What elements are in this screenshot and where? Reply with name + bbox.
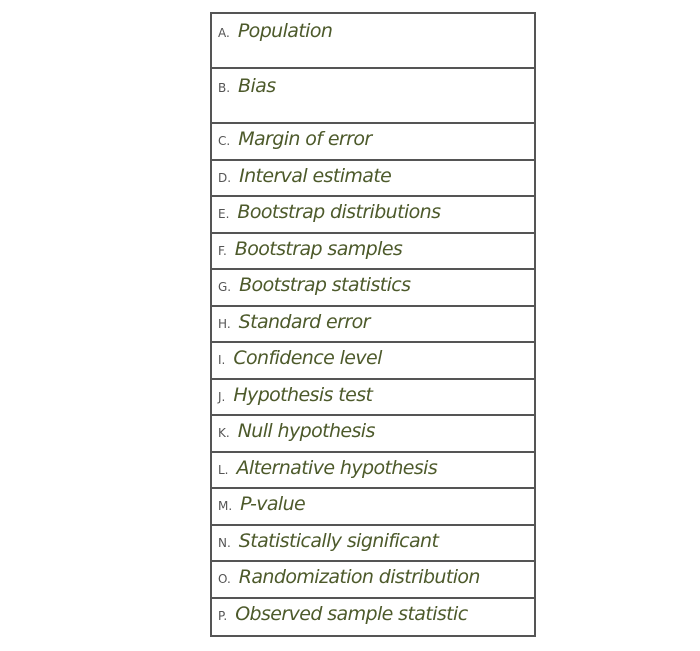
term-text: Hypothesis test [233, 383, 373, 406]
term-text: Confidence level [233, 347, 382, 369]
term-text: P-value [240, 493, 306, 515]
term-row-a [212, 14, 534, 69]
term-text: Bootstrap statistics [239, 274, 411, 296]
term-row-l [212, 453, 534, 490]
term-row-m [212, 489, 534, 526]
term-letter: K. [218, 426, 230, 440]
term-letter: J. [218, 389, 226, 404]
term-row-k [212, 416, 534, 453]
terms-table [210, 12, 536, 637]
term-letter: G. [218, 280, 232, 294]
term-row-i [212, 343, 534, 380]
term-letter: M. [218, 499, 233, 513]
term-letter: N. [218, 535, 231, 550]
term-row-c [212, 124, 534, 161]
term-text: Randomization distribution [238, 566, 480, 588]
term-text: Alternative hypothesis [236, 456, 438, 479]
term-letter: I. [218, 353, 226, 367]
term-letter: E. [218, 207, 230, 221]
term-row-p [212, 599, 534, 636]
term-row-f [212, 234, 534, 271]
term-letter: A. [218, 26, 230, 40]
term-letter: L. [218, 462, 229, 477]
term-text: Statistically significant [238, 529, 439, 552]
term-row-n [212, 526, 534, 563]
term-text: Bootstrap distributions [237, 201, 441, 223]
term-row-o [212, 562, 534, 599]
term-letter: D. [218, 170, 232, 185]
term-letter: O. [218, 572, 231, 586]
term-letter: C. [218, 134, 231, 148]
term-text: Margin of error [238, 128, 372, 150]
term-row-g [212, 270, 534, 307]
term-text: Population [237, 20, 333, 42]
term-row-j [212, 380, 534, 417]
term-letter: F. [218, 243, 227, 258]
term-text: Bias [238, 75, 276, 97]
term-letter: P. [218, 608, 228, 623]
term-text: Null hypothesis [237, 420, 375, 442]
term-text: Observed sample statistic [235, 602, 468, 625]
term-row-b [212, 69, 534, 124]
term-text: Bootstrap samples [234, 237, 403, 260]
term-row-e [212, 197, 534, 234]
term-row-h [212, 307, 534, 344]
term-text: Interval estimate [239, 164, 392, 187]
term-letter: B. [218, 81, 231, 95]
term-letter: H. [218, 316, 231, 331]
term-text: Standard error [238, 310, 370, 333]
term-row-d [212, 161, 534, 198]
